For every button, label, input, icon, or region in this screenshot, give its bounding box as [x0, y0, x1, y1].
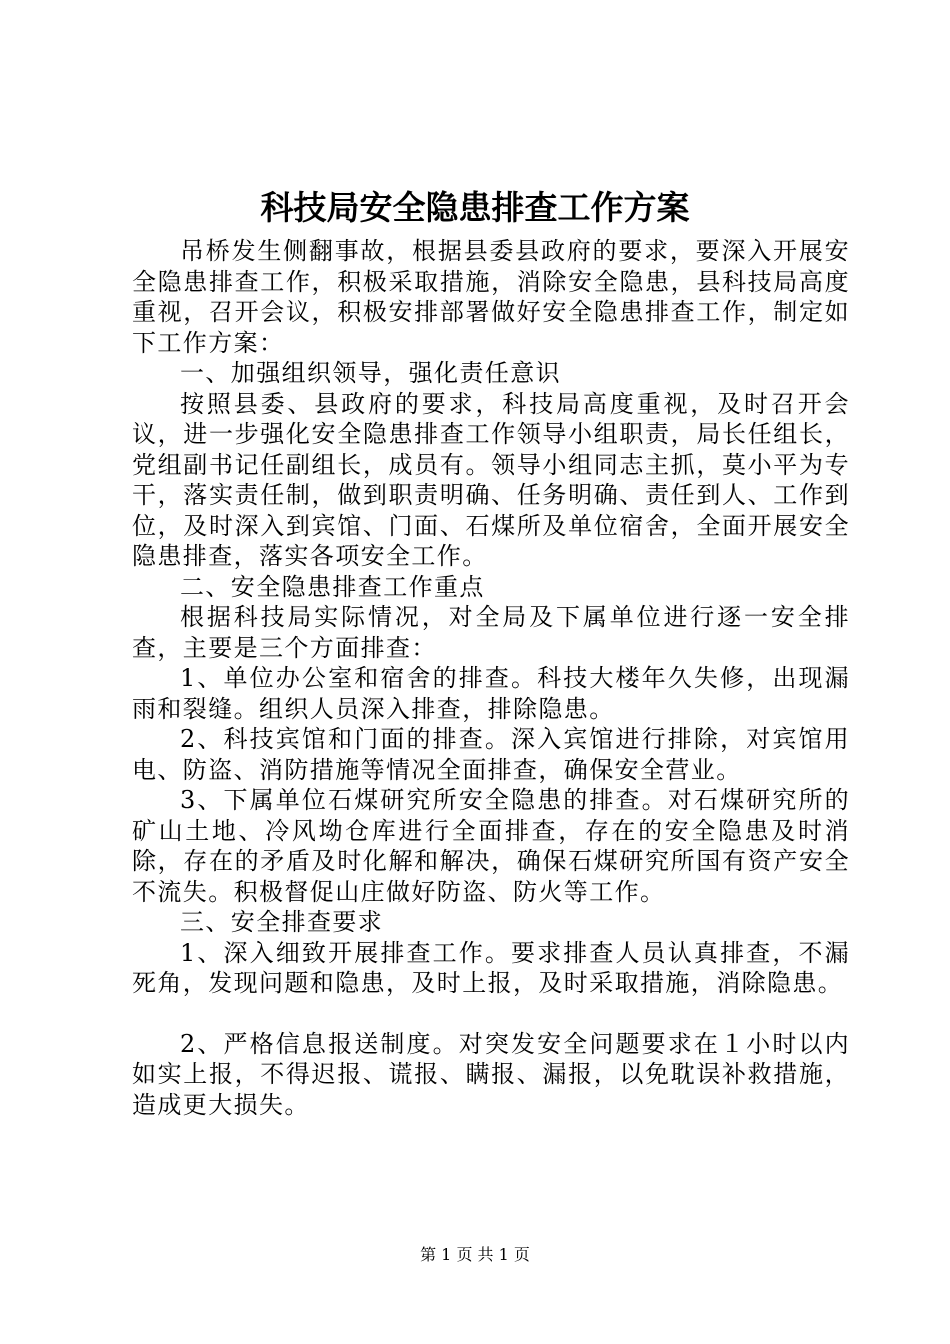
- document-body: [132, 236, 850, 1120]
- document-title: 科技局安全隐患排查工作方案: [260, 188, 690, 227]
- paragraph-section-2: 根据科技局实际情况，对全局及下属单位进行逐一安全排查，主要是三个方面排查：: [132, 603, 850, 662]
- paragraph-section-1: 按照县委、县政府的要求，科技局高度重视，及时召开会议，进一步强化安全隐患排查工作领导小组职责，局长任组长，党组副书记任副组长，成员有。领导小组同志主抓，莫小平为专干，落实责任制，做到职责明确、任务明确、责任到人、工作到位，及时深入到宾馆、门面、石煤所及单位宿舍，全面开展安全隐患排查，落实各项安全工作。: [132, 389, 850, 570]
- list-item-office: 1、单位办公室和宿舍的排查。科技大楼年久失修，出现漏雨和裂缝。组织人员深入排查，排除隐患。: [132, 664, 850, 723]
- section-heading-2: 二、安全隐患排查工作重点: [180, 572, 485, 601]
- paragraph-intro: 吊桥发生侧翻事故，根据县委县政府的要求，要深入开展安全隐患排查工作，积极采取措施，消除安全隐患，县科技局高度重视，召开会议，积极安排部署做好安全隐患排查工作，制定如下工作方案：: [132, 237, 850, 357]
- list-item-institute: 3、下属单位石煤研究所安全隐患的排查。对石煤研究所的矿山土地、冷风坳仓库进行全面排查，存在的安全隐患及时消除，存在的矛盾及时化解和解决，确保石煤研究所国有资产安全不流失。积极督促山庄做好防盗、防火等工作。: [132, 786, 850, 906]
- page-footer: 第 1 页 共 1 页: [420, 1245, 530, 1264]
- section-heading-1: 一、加强组织领导，强化责任意识: [180, 359, 561, 387]
- requirement-item-2: 2、严格信息报送制度。对突发安全问题要求在１小时以内如实上报，不得迟报、谎报、瞒报、漏报，以免耽误补救措施，造成更大损失。: [132, 1029, 850, 1119]
- requirement-item-1: 1、深入细致开展排查工作。要求排查人员认真排查，不漏死角，发现问题和隐患，及时上报，及时采取措施，消除隐患。: [132, 938, 850, 997]
- section-heading-3: 三、安全排查要求: [180, 908, 384, 936]
- list-item-hotel: 2、科技宾馆和门面的排查。深入宾馆进行排除，对宾馆用电、防盗、消防措施等情况全面排查，确保安全营业。: [132, 725, 850, 784]
